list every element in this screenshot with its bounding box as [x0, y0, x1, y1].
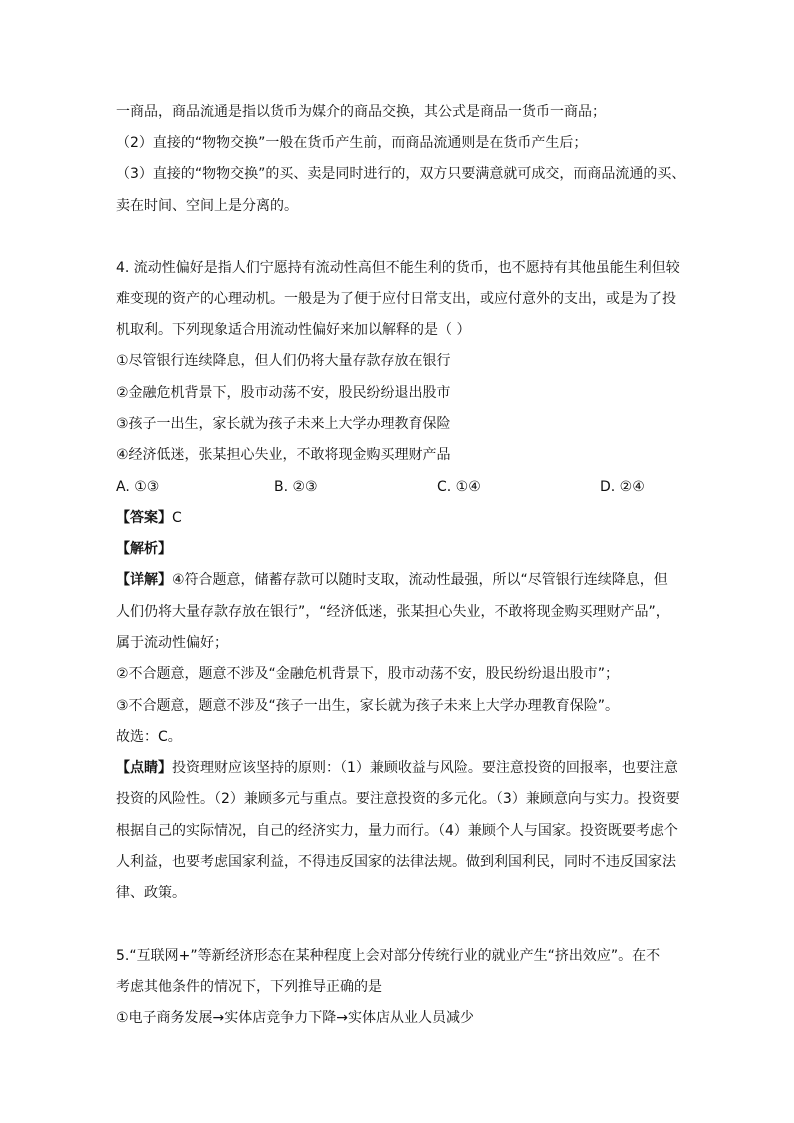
q4-answer: [116, 508, 182, 528]
q4-detail-line-3: 属于流动性偏好；: [116, 635, 228, 651]
intro-line-1: 一商品，商品流通是指以货币为媒介的商品交换，其公式是商品一货币一商品；: [116, 104, 606, 120]
point-text-1: 投资理财应该坚持的原则：（1）兼顾收益与风险。要注意投资的回报率，也要注意: [172, 760, 678, 776]
q4-detail-line-5: ③不合题意，题意不涉及“孩子一出生，家长就为孩子未来上大学办理教育保险”。: [116, 698, 620, 714]
q4-option-b: B. ②③: [274, 479, 318, 495]
q4-point-line-5: 律、政策。: [116, 885, 186, 901]
q5-stem-line-2: 考虑其他条件的情况下，下列推导正确的是: [116, 979, 382, 995]
analysis-tag: 【解析】: [116, 541, 172, 557]
answer-tag: 【答案】: [116, 510, 172, 526]
q4-point-line-4: 人利益，也要考虑国家利益，不得违反国家的法律法规。做到利国利民，同时不违反国家法: [116, 854, 676, 870]
q4-item-2: ②金融危机背景下，股市动荡不安，股民纷纷退出股市: [116, 385, 451, 401]
intro-line-2: （2）直接的“物物交换”一般在货币产生前，而商品流通则是在货币产生后；: [116, 135, 588, 151]
intro-line-4: 卖在时间、空间上是分离的。: [116, 198, 298, 214]
detail-text-1: ④符合题意，储蓄存款可以随时支取，流动性最强，所以“尽管银行连续降息，但: [172, 572, 668, 588]
q4-point-line-1: [116, 758, 678, 778]
q4-option-a: A. ①③: [116, 479, 160, 495]
detail-tag: 【详解】: [116, 572, 172, 588]
q4-detail-line-1: [116, 570, 668, 590]
q4-detail-line-2: 人们仍将大量存款存放在银行”，“经济低迷，张某担心失业，不敢将现金购买理财产品”，: [116, 604, 670, 620]
q4-point-line-3: 根据自己的实际情况，自己的经济实力，量力而行。（4）兼顾个人与国家。投资既要考虑个: [116, 823, 678, 839]
q4-option-d: D. ②④: [600, 479, 645, 495]
q4-detail-line-6: 故选：C。: [116, 729, 182, 745]
intro-line-3: （3）直接的“物物交换”的买、卖是同时进行的，双方只要满意就可成交，而商品流通的买、: [116, 166, 686, 182]
q5-item-1: ①电子商务发展→实体店竞争力下降→实体店从业人员减少: [116, 1010, 475, 1026]
q4-stem-line-3: 机取利。下列现象适合用流动性偏好来加以解释的是（ ）: [116, 322, 471, 338]
q4-stem-line-1: 4. 流动性偏好是指人们宁愿持有流动性高但不能生利的货币，也不愿持有其他虽能生利但较: [116, 260, 680, 276]
answer-value: C: [172, 510, 182, 526]
q4-option-c: C. ①④: [437, 479, 481, 495]
q4-item-4: ④经济低迷，张某担心失业，不敢将现金购买理财产品: [116, 447, 451, 463]
q4-analysis: [116, 539, 172, 559]
q4-detail-line-4: ②不合题意，题意不涉及“金融危机背景下，股市动荡不安，股民纷纷退出股市”；: [116, 666, 620, 682]
point-tag: 【点睛】: [116, 760, 172, 776]
q4-point-line-2: 投资的风险性。（2）兼顾多元与重点。要注意投资的多元化。（3）兼顾意向与实力。投资要: [116, 791, 680, 807]
q5-stem-line-1: 5.“互联网+”等新经济形态在某种程度上会对部分传统行业的就业产生“挤出效应”。在不: [116, 948, 661, 964]
q4-item-1: ①尽管银行连续降息，但人们仍将大量存款存放在银行: [116, 353, 451, 369]
q4-item-3: ③孩子一出生，家长就为孩子未来上大学办理教育保险: [116, 416, 451, 432]
q4-stem-line-2: 难变现的资产的心理动机。一般是为了便于应付日常支出，或应付意外的支出，或是为了投: [116, 291, 676, 307]
